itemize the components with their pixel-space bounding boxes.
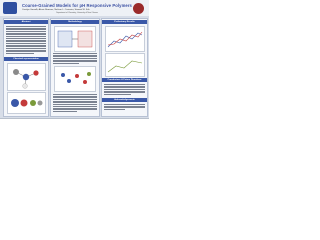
results-plot-1 (105, 26, 145, 52)
methodology-diagram (55, 27, 95, 51)
abstract-text (6, 26, 46, 55)
poster-title: Coarse-Grained Models for pH Responsive Polymers (22, 3, 132, 8)
section-heading-preliminary-results: Preliminary Results (102, 20, 147, 24)
poster-header (0, 0, 149, 16)
results-plot-2-lines (106, 54, 144, 76)
results-plot-1-lines (106, 27, 144, 51)
poster-affiliation: Department of Chemistry, University of New Orleans (56, 12, 98, 14)
conclusions-text (104, 84, 145, 96)
column-left (3, 18, 49, 117)
molecule-figure (7, 63, 46, 91)
column-right (101, 18, 148, 117)
poster-authors: Carolyn Gorzelli, Alexis Ramirez, Neilson L. Casimiro, Stewart W. Krik (22, 8, 90, 11)
section-heading-abstract: Abstract (4, 20, 48, 24)
simulation-diagram (55, 67, 95, 91)
acknowledgements-text (104, 104, 145, 111)
column-middle (50, 18, 100, 117)
results-plot-2 (105, 53, 145, 77)
methodology-notes (53, 94, 97, 113)
simulation-figure (54, 66, 96, 92)
methodology-figure (54, 26, 96, 52)
bead-model-diagram (8, 93, 45, 113)
section-heading-acknowledgements: Acknowledgements (102, 98, 147, 102)
section-heading-methodology: Methodology (51, 20, 99, 24)
department-seal (133, 3, 144, 14)
bead-model-figure (7, 92, 46, 114)
section-heading-chemical-representation: Chemical representation (4, 57, 48, 61)
section-heading-conclusions: Conclusions & Future Directions (102, 78, 147, 82)
poster (0, 0, 149, 119)
methodology-text (53, 53, 97, 65)
university-logo (3, 2, 17, 14)
molecule-diagram (8, 64, 45, 90)
